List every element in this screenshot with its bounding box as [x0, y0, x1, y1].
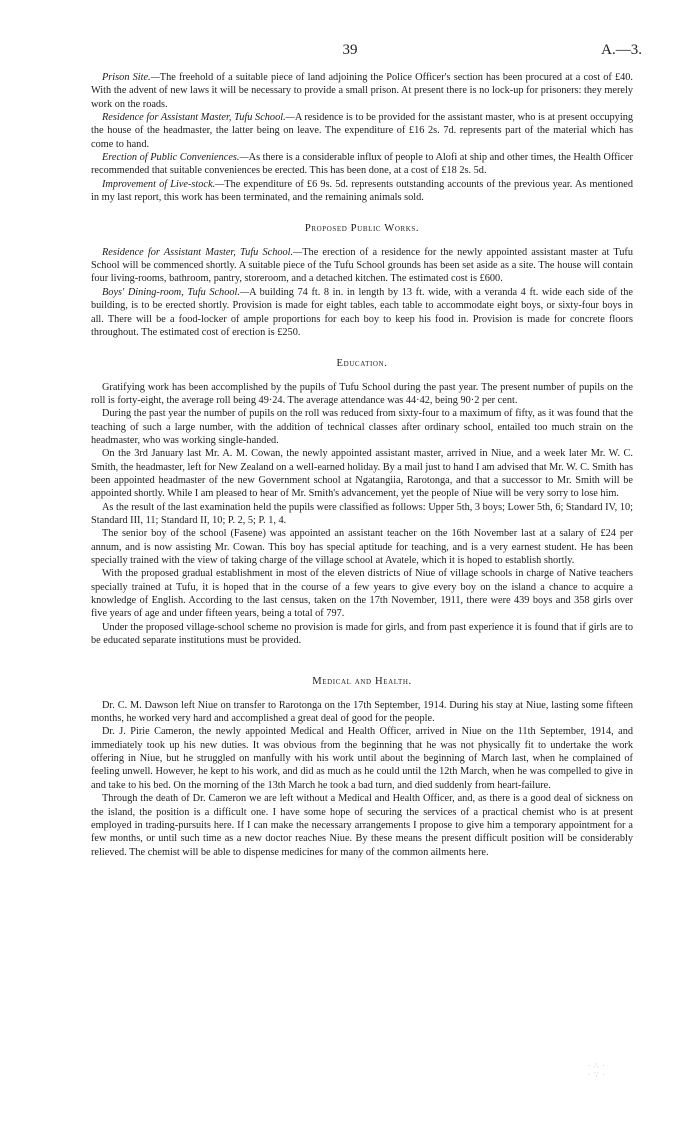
spacer — [91, 647, 633, 675]
paragraph-text: The senior boy of the school (Fasene) was appointed an assistant teacher on the 16th November last at a salary of £24 per annum, and is now assisting Mr. Cowan. This boy has special aptitude for teaching, and is a very earnest student. He has been specially trained with the view of taking charge of the village school at Avatele, which it is hoped to establish shortly. — [91, 528, 633, 566]
paragraph — [91, 246, 633, 286]
run-in-heading: Boys' Dining-room, Tufu School.— — [102, 286, 250, 298]
faint-stamp-mark: · ∴ · · ∵ · — [588, 1062, 606, 1079]
spacer — [91, 204, 633, 222]
page-number: 39 — [342, 42, 358, 58]
run-in-heading: Prison Site.— — [102, 72, 160, 83]
paragraph-text: As the result of the last examination held the pupils were classified as follows: Upper 5th, 3 boys; Lower 5th, 6; Standard IV, 10; Standard III, 11; Standard II, 10; P. 2, 5; P. 1, 4. — [91, 501, 633, 526]
spacer — [91, 689, 633, 699]
paragraph — [91, 699, 633, 726]
paragraph — [91, 71, 633, 111]
paragraph-text: On the 3rd January last Mr. A. M. Cowan, the newly appointed assistant master, arrived in Niue, and a week later Mr. W. C. Smith, the headmaster, left for New Zealand on a well-earned holiday. By a mail just to hand I am advised that Mr. W. C. Smith has been appointed headmaster of the new Government school at Ngatangiia, Rarotonga, and that a successor to Mr. Smith will be appointed shortly. While I am pleased to hear of Mr. Smith's advancement, yet the people of Niue will be very sorry to lose him. — [91, 448, 633, 500]
paragraph-text: Gratifying work has been accomplished by the pupils of Tufu School during the past year. The present number of pupils on the roll is forty-eight, the average roll being 49·24. The average attendance was 44·42, being 90·2 per cent. — [91, 381, 633, 406]
paragraph — [91, 501, 633, 528]
page-header — [0, 42, 700, 62]
paragraph — [91, 407, 633, 447]
paragraph — [91, 381, 633, 408]
paragraph-text: With the proposed gradual establishment in most of the eleven districts of Niue of village schools in charge of Native teachers specially trained at Tufu, it is hoped that in the course of a few years to give every boy on the island a chance to acquire a knowledge of English. According to the last census, taken on the 17th November, 1911, there were 439 boys and 358 girls over five years of age and under fifteen years, being a total of 797. — [91, 568, 633, 620]
body-text — [91, 71, 633, 859]
paragraph-text: A residence is to be provided for the assistant master, who is at present occupying the house of the headmaster, the latter being on leave. The expenditure of £16 2s. 7d. represents part of the material which has come to hand. — [91, 112, 633, 150]
section-heading: Medical and Health. — [312, 676, 412, 688]
paragraph — [91, 527, 633, 567]
paragraph — [91, 111, 633, 151]
run-in-heading: Erection of Public Conveniences.— — [102, 152, 249, 164]
paragraph — [91, 151, 633, 178]
paragraph-text: Through the death of Dr. Cameron we are left without a Medical and Health Officer, and, as there is a good deal of sickness on the island, the position is a difficult one. I have some hope of securing the services of a practical chemist who is at present employed in trading-pursuits here. If I can make the necessary arrangements I propose to give him a temporary appointment for a few months, or until such time as a new doctor reaches Niue. By these means the present difficult position will be considerably relieved. The chemist will be able to dispense medicines for many of the common ailments here. — [91, 793, 633, 858]
paragraph-text: During the past year the number of pupils on the roll was reduced from sixty-four to a maximum of fifty, as it was found that the teaching of such a large number, with the addition of technical classes after ordinary school, entailed too much strain on the headmaster, who was working single-handed. — [91, 408, 633, 446]
spacer — [91, 371, 633, 381]
paragraph — [91, 567, 633, 620]
paragraph-text: Under the proposed village-school scheme no provision is made for girls, and from past experience it is found that if girls are to be educated separate institutions must be provided. — [91, 621, 633, 647]
section-heading: Education. — [336, 358, 388, 370]
run-in-heading: Residence for Assistant Master, Tufu School.— — [102, 246, 303, 258]
section-heading: Proposed Public Works. — [304, 223, 420, 235]
run-in-heading: Residence for Assistant Master, Tufu School.— — [102, 112, 295, 124]
paragraph — [91, 621, 633, 648]
spacer — [91, 339, 633, 357]
paragraph — [91, 447, 633, 500]
paragraph-text: The expenditure of £6 9s. 5d. represents outstanding accounts of the previous year. As mentioned in my last report, this work has been terminated, and the remaining animals sold. — [91, 178, 633, 204]
paragraph-text: The erection of a residence for the newly appointed assistant master at Tufu School will be commenced shortly. A suitable piece of the Tufu School grounds has been set aside as a site. The house will contain four living-rooms, bathroom, pantry, storeroom, and a detached kitchen. The estimated cost is £600. — [91, 246, 633, 285]
paragraph — [91, 792, 633, 859]
paragraph-text: Dr. J. Pirie Cameron, the newly appointed Medical and Health Officer, arrived in Niue on the 11th September, 1914, and immediately took up his new duties. It was obvious from the beginning that he was not physically fit to undertake the work offering in Niue, but he struggled on manfully with his work until about the beginning of March last, when he complained of feeling unwell. However, he kept to his work, and did as much as he could until the 12th March, when he was compelled to give in and take to his bed. On the morning of the 13th March he took a bad turn, and died suddenly from heart-failure. — [91, 726, 633, 791]
paragraph-text: The freehold of a suitable piece of land adjoining the Police Officer's section has been procured at a cost of £40. With the advent of new laws it will be necessary to provide a small prison. At present there is no lock-up for prisoners: they merely work on the roads. — [91, 72, 633, 110]
spacer — [91, 236, 633, 246]
document-reference: A.—3. — [601, 42, 642, 58]
paragraph-text: A building 74 ft. 8 in. in length by 13 ft. wide, with a veranda 4 ft. wide each side of the building, is to be erected shortly. Provision is made for eight tables, each table to accommodate eight boys, or sixty-four boys in all. There will be a food-locker of ample proportions for each boy to keep his food in. Provision is made for concrete floors throughout. The estimated cost of erection is £250. — [91, 286, 634, 338]
paragraph-text: Dr. C. M. Dawson left Niue on transfer to Rarotonga on the 17th September, 1914. During his stay at Niue, lasting some fifteen months, he worked very hard and accomplished a great deal of good for the people. — [91, 699, 633, 725]
paragraph — [91, 178, 633, 205]
paragraph — [91, 725, 633, 792]
run-in-heading: Improvement of Live-stock.— — [102, 178, 225, 190]
paragraph — [91, 286, 633, 339]
paragraph-text: As there is a considerable influx of people to Alofi at ship and other times, the Health Officer recommended that suitable conveniences be erected. This has been done, at a cost of £18 2s. 5d. — [91, 152, 633, 177]
